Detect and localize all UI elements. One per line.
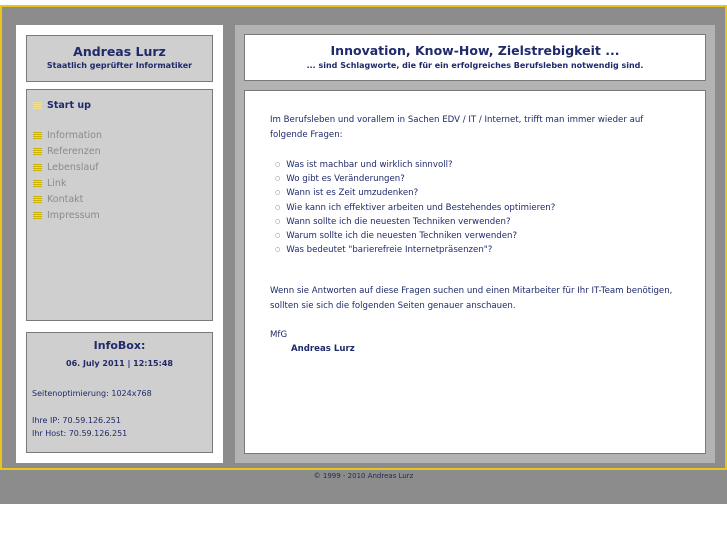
nav-item-label: Information [47,130,102,141]
nav-panel [26,89,213,321]
list-bullet-icon [33,102,42,110]
infobox-ip: Ihre IP: 70.59.126.251 [32,416,121,425]
circle-bullet-icon: ○ [275,161,281,168]
header-box [244,34,706,81]
signature-name: Andreas Lurz [291,344,355,354]
circle-bullet-icon: ○ [275,189,281,197]
nav-item-lebenslauf[interactable] [33,162,99,173]
right-column [235,25,715,463]
infobox-optimization: Seitenoptimierung: 1024x768 [32,389,152,398]
footer-copyright: © 1999 - 2010 Andreas Lurz [313,472,414,480]
nav-item-start-up[interactable] [33,100,91,111]
nav-item-label: Referenzen [47,146,101,157]
brand-subtitle: Staatlich geprüfter Informatiker [46,61,193,70]
page-subtitle: ... sind Schlagworte, die für ein erfolgreiches Berufsleben notwendig sind. [306,61,644,70]
circle-bullet-icon: ○ [275,203,281,211]
infobox-datetime: 06. July 2011 | 12:15:48 [66,359,173,368]
greeting: MfG [270,330,288,340]
nav-item-label: Kontakt [47,194,84,205]
list-item: ○ Wie kann ich effektiver arbeiten und Bestehendes optimieren? [275,201,555,215]
list-item: ○ Was bedeutet "barierefreie Internetpräsenzen"? [275,243,555,257]
infobox-panel [26,332,213,453]
circle-bullet-icon: ○ [275,175,281,183]
list-item: ○ Warum sollte ich die neuesten Techniken verwenden? [275,229,555,243]
list-item: ○ Was ist machbar und wirklich sinnvoll? [275,158,555,172]
nav-item-label: Impressum [47,210,100,221]
nav-item-label: Link [47,178,67,189]
circle-bullet-icon: ○ [275,246,281,254]
infobox-host: Ihr Host: 70.59.126.251 [32,429,128,438]
content-box [244,90,706,454]
list-bullet-icon [33,148,42,156]
nav-item-label: Start up [47,100,91,111]
list-bullet-icon [33,212,42,220]
nav-item-link[interactable] [33,178,66,189]
page-frame [0,5,727,470]
circle-bullet-icon: ○ [275,217,281,225]
nav-item-label: Lebenslauf [47,162,99,173]
intro-paragraph: Im Berufsleben und vorallem in Sachen EDV / IT / Internet, trifft man immer wieder auf folgende Fragen: [270,115,644,140]
nav-item-information[interactable] [33,130,102,141]
list-item: ○ Wo gibt es Veränderungen? [275,172,555,186]
brand-name: Andreas Lurz [73,44,166,59]
circle-bullet-icon: ○ [275,232,281,240]
list-bullet-icon [33,164,42,172]
nav-item-kontakt[interactable] [33,194,83,205]
left-column [16,25,223,463]
nav-item-referenzen[interactable] [33,146,101,157]
page-title: Innovation, Know-How, Zielstrebigkeit ... [330,43,620,58]
list-bullet-icon [33,196,42,204]
infobox-title: InfoBox: [93,339,146,352]
brand-panel [26,35,213,82]
list-item: ○ Wann sollte ich die neuesten Techniken verwenden? [275,215,555,229]
list-item: ○ Wann ist es Zeit umzudenken? [275,186,555,200]
list-bullet-icon [33,180,42,188]
question-list [275,158,555,257]
list-bullet-icon [33,132,42,140]
nav-item-impressum[interactable] [33,210,100,221]
closing-paragraph: Wenn sie Antworten auf diese Fragen suchen und einen Mitarbeiter für Ihr IT-Team benötigen, sollten sie sich die folgenden Seiten genauer anschauen. [270,286,673,311]
